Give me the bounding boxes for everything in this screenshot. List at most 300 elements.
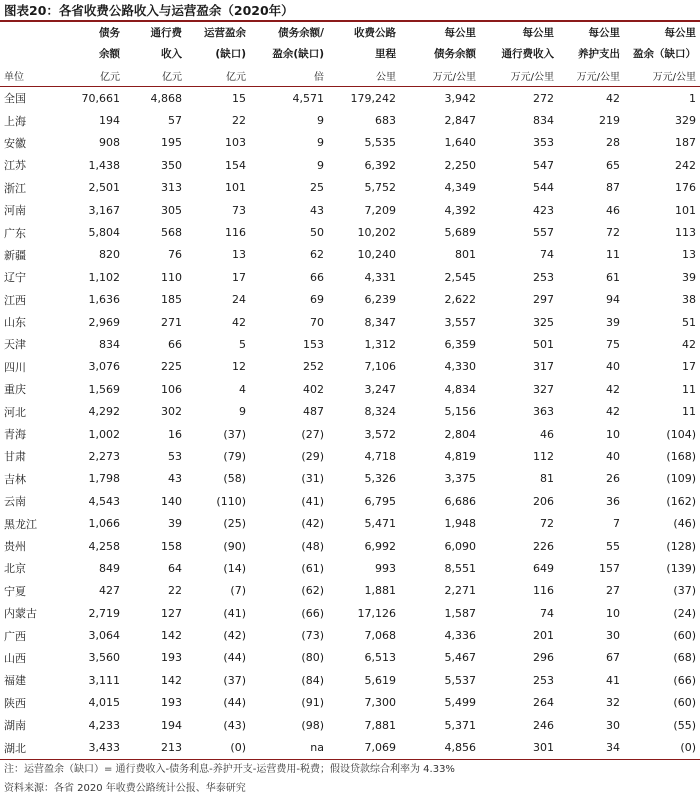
unit-cell: 单位	[0, 64, 58, 87]
header-cell	[0, 43, 58, 64]
value-cell: (104)	[666, 427, 696, 441]
value-cell: 3,167	[88, 203, 120, 217]
province-cell: 广西	[4, 629, 26, 643]
value-cell: 43	[310, 203, 324, 217]
value-cell: 10	[606, 606, 620, 620]
table-row	[0, 647, 700, 669]
value-cell: 2,501	[88, 181, 120, 195]
value-cell: 55	[606, 539, 620, 553]
value-cell: (162)	[666, 494, 696, 508]
province-cell: 吉林	[4, 472, 26, 486]
value-cell: 13	[232, 248, 246, 262]
value-cell: 649	[533, 561, 554, 575]
value-cell: 834	[99, 337, 120, 351]
value-cell: 11	[682, 405, 696, 419]
value-cell: 1,002	[88, 427, 120, 441]
value-cell: 5,326	[364, 472, 396, 486]
value-cell: 39	[168, 517, 182, 531]
value-cell: 17	[232, 270, 246, 284]
value-cell: (37)	[223, 427, 246, 441]
value-cell: 87	[606, 181, 620, 195]
value-cell: 325	[533, 315, 554, 329]
value-cell: 116	[533, 584, 554, 598]
value-cell: 4,571	[292, 91, 324, 105]
value-cell: 226	[533, 539, 554, 553]
province-cell: 北京	[4, 562, 26, 576]
table-row	[0, 423, 700, 445]
value-cell: 272	[533, 91, 554, 105]
province-cell: 河南	[4, 204, 26, 218]
value-cell: 153	[303, 337, 324, 351]
value-cell: 5,467	[444, 651, 476, 665]
value-cell: 427	[99, 584, 120, 598]
value-cell: 3,064	[88, 629, 120, 643]
table-row	[0, 289, 700, 311]
value-cell: 7,106	[364, 360, 396, 374]
province-cell: 四川	[4, 360, 26, 374]
value-cell: 7,300	[364, 696, 396, 710]
value-cell: 179,242	[350, 91, 396, 105]
value-cell: 213	[124, 736, 186, 759]
value-cell: 51	[682, 315, 696, 329]
value-cell: (79)	[223, 449, 246, 463]
value-cell: (68)	[673, 651, 696, 665]
value-cell: 5,804	[88, 226, 120, 240]
value-cell: 568	[161, 226, 182, 240]
province-cell: 重庆	[4, 383, 26, 397]
value-cell: 7	[613, 517, 620, 531]
value-cell: 57	[168, 114, 182, 128]
value-cell: 66	[310, 270, 324, 284]
value-cell: 219	[599, 114, 620, 128]
value-cell: (98)	[301, 718, 324, 732]
value-cell: 423	[533, 203, 554, 217]
header-cell: 里程	[375, 48, 396, 60]
value-cell: 2,847	[444, 114, 476, 128]
value-cell: (80)	[301, 651, 324, 665]
value-cell: (73)	[301, 629, 324, 643]
province-cell: 青海	[4, 428, 26, 442]
table-row	[0, 87, 700, 110]
value-cell: (42)	[301, 517, 324, 531]
value-cell: 8,324	[364, 405, 396, 419]
value-cell: 32	[606, 696, 620, 710]
value-cell: 4,336	[444, 629, 476, 643]
value-cell: 193	[161, 651, 182, 665]
value-cell: 4,331	[364, 270, 396, 284]
table-row	[0, 132, 700, 154]
value-cell: 4,015	[88, 696, 120, 710]
value-cell: 154	[225, 158, 246, 172]
value-cell: 74	[540, 248, 554, 262]
toll-road-table	[0, 22, 700, 760]
value-cell: 61	[606, 270, 620, 284]
value-cell: 1,636	[88, 293, 120, 307]
value-cell: 5	[239, 337, 246, 351]
table-row	[0, 177, 700, 199]
value-cell: (60)	[673, 629, 696, 643]
header-cell: 收入	[161, 48, 182, 60]
value-cell: 5,499	[444, 696, 476, 710]
unit-cell: 万元/公里	[558, 64, 624, 87]
value-cell: 42	[682, 337, 696, 351]
value-cell: 3,111	[88, 673, 120, 687]
value-cell: 9	[317, 114, 324, 128]
province-cell: 福建	[4, 674, 26, 688]
value-cell: 4,834	[444, 382, 476, 396]
province-cell: 宁夏	[4, 584, 26, 598]
value-cell: 4,819	[444, 449, 476, 463]
province-cell: 云南	[4, 495, 26, 509]
value-cell: (43)	[223, 718, 246, 732]
table-row	[0, 378, 700, 400]
value-cell: 2,545	[444, 270, 476, 284]
value-cell: 206	[533, 494, 554, 508]
unit-cell: 亿元	[58, 64, 124, 87]
value-cell: (41)	[301, 494, 324, 508]
value-cell: 158	[161, 539, 182, 553]
value-cell: 106	[161, 382, 182, 396]
province-cell: 湖南	[4, 719, 26, 733]
value-cell: 81	[540, 472, 554, 486]
value-cell: 42	[606, 382, 620, 396]
value-cell: (14)	[223, 561, 246, 575]
value-cell: 1,066	[88, 517, 120, 531]
header-cell: 每公里	[588, 27, 620, 39]
table-row	[0, 468, 700, 490]
table-row	[0, 199, 700, 221]
value-cell: 142	[161, 629, 182, 643]
value-cell: 26	[606, 472, 620, 486]
value-cell: (41)	[223, 606, 246, 620]
value-cell: 7,209	[364, 203, 396, 217]
unit-cell: 万元/公里	[624, 64, 700, 87]
table-row	[0, 692, 700, 714]
unit-cell: 万元/公里	[480, 64, 558, 87]
value-cell: 76	[168, 248, 182, 262]
header-cell	[0, 22, 58, 43]
value-cell: 39	[606, 315, 620, 329]
value-cell: 302	[161, 405, 182, 419]
value-cell: (0)	[624, 736, 700, 759]
value-cell: 70	[310, 315, 324, 329]
header-cell: 每公里	[444, 27, 476, 39]
value-cell: 67	[606, 651, 620, 665]
value-cell: 5,535	[364, 136, 396, 150]
value-cell: 305	[161, 203, 182, 217]
value-cell: 1,312	[364, 337, 396, 351]
value-cell: 17	[682, 360, 696, 374]
value-cell: 3,076	[88, 360, 120, 374]
value-cell: 7,069	[328, 736, 400, 759]
value-cell: 908	[99, 136, 120, 150]
value-cell: 3,375	[444, 472, 476, 486]
value-cell: 4,392	[444, 203, 476, 217]
value-cell: 73	[232, 203, 246, 217]
header-cell: 盈余(缺口)	[272, 48, 324, 60]
value-cell: 1	[689, 91, 696, 105]
value-cell: 4	[239, 382, 246, 396]
value-cell: 127	[161, 606, 182, 620]
unit-cell: 倍	[250, 64, 328, 87]
table-title: 图表20：各省收费公路收入与运营盈余（2020年）	[0, 0, 700, 22]
value-cell: 6,686	[444, 494, 476, 508]
value-cell: 547	[533, 158, 554, 172]
value-cell: 142	[161, 673, 182, 687]
unit-cell: 万元/公里	[400, 64, 480, 87]
value-cell: 4,330	[444, 360, 476, 374]
value-cell: (24)	[673, 606, 696, 620]
province-cell: 安徽	[4, 136, 26, 150]
unit-cell: 亿元	[124, 64, 186, 87]
value-cell: 187	[675, 136, 696, 150]
province-cell: 甘肃	[4, 450, 26, 464]
value-cell: 4,258	[88, 539, 120, 553]
value-cell: 201	[533, 629, 554, 643]
value-cell: 24	[232, 293, 246, 307]
table-row	[0, 490, 700, 512]
header-cell: (缺口)	[215, 48, 246, 60]
value-cell: 6,795	[364, 494, 396, 508]
value-cell: 4,718	[364, 449, 396, 463]
value-cell: 225	[161, 360, 182, 374]
header-row	[0, 64, 700, 87]
value-cell: 5,752	[364, 181, 396, 195]
header-cell: 运营盈余	[204, 27, 246, 39]
value-cell: 2,969	[88, 315, 120, 329]
table-header	[0, 22, 700, 87]
province-cell: 黑龙江	[4, 517, 37, 531]
value-cell: 2,250	[444, 158, 476, 172]
table-row	[0, 736, 700, 759]
header-cell: 每公里	[522, 27, 554, 39]
value-cell: 4,292	[88, 405, 120, 419]
header-cell: 余额	[99, 48, 120, 60]
value-cell: 66	[168, 337, 182, 351]
value-cell: (61)	[301, 561, 324, 575]
value-cell: 1,798	[88, 472, 120, 486]
value-cell: 69	[310, 293, 324, 307]
province-cell: 浙江	[4, 181, 26, 195]
value-cell: 38	[682, 293, 696, 307]
value-cell: 9	[317, 136, 324, 150]
table-row	[0, 154, 700, 176]
value-cell: 12	[232, 360, 246, 374]
value-cell: 1,569	[88, 382, 120, 396]
province-cell: 天津	[4, 338, 26, 352]
province-cell: 河北	[4, 405, 26, 419]
value-cell: 5,537	[444, 673, 476, 687]
value-cell: (62)	[301, 584, 324, 598]
table-row	[0, 356, 700, 378]
value-cell: (31)	[301, 472, 324, 486]
value-cell: 65	[606, 158, 620, 172]
value-cell: 7,881	[364, 718, 396, 732]
value-cell: 7,068	[364, 629, 396, 643]
value-cell: 6,090	[444, 539, 476, 553]
value-cell: 94	[606, 293, 620, 307]
value-cell: 6,359	[444, 337, 476, 351]
value-cell: 5,156	[444, 405, 476, 419]
table-body	[0, 87, 700, 760]
value-cell: 40	[606, 449, 620, 463]
value-cell: 11	[682, 382, 696, 396]
table-row	[0, 221, 700, 243]
value-cell: 101	[225, 181, 246, 195]
value-cell: 296	[533, 651, 554, 665]
value-cell: 75	[606, 337, 620, 351]
value-cell: 1,881	[364, 584, 396, 598]
value-cell: 2,271	[444, 584, 476, 598]
value-cell: 3,560	[88, 651, 120, 665]
value-cell: 327	[533, 382, 554, 396]
value-cell: 6,392	[364, 158, 396, 172]
value-cell: (66)	[301, 606, 324, 620]
province-cell: 内蒙古	[4, 607, 37, 621]
header-cell: 每公里	[664, 27, 696, 39]
value-cell: 5,619	[364, 673, 396, 687]
value-cell: 557	[533, 226, 554, 240]
province-cell: 上海	[4, 114, 26, 128]
value-cell: 72	[606, 226, 620, 240]
value-cell: (66)	[673, 673, 696, 687]
value-cell: (37)	[673, 584, 696, 598]
value-cell: na	[250, 736, 328, 759]
value-cell: 53	[168, 449, 182, 463]
table-row	[0, 557, 700, 579]
province-cell: 广东	[4, 226, 26, 240]
header-cell: 通行费收入	[501, 48, 554, 60]
value-cell: 116	[225, 226, 246, 240]
value-cell: 11	[606, 248, 620, 262]
value-cell: 297	[533, 293, 554, 307]
table-row	[0, 669, 700, 691]
table-row	[0, 400, 700, 422]
value-cell: 193	[161, 696, 182, 710]
value-cell: 10,240	[357, 248, 396, 262]
value-cell: 9	[317, 158, 324, 172]
value-cell: 9	[239, 405, 246, 419]
value-cell: 501	[533, 337, 554, 351]
value-cell: 27	[606, 584, 620, 598]
value-cell: 10,202	[357, 226, 396, 240]
value-cell: 34	[558, 736, 624, 759]
value-cell: 849	[99, 561, 120, 575]
value-cell: (7)	[230, 584, 246, 598]
value-cell: 4,543	[88, 494, 120, 508]
value-cell: 820	[99, 248, 120, 262]
province-cell: 陕西	[4, 696, 26, 710]
value-cell: (168)	[666, 449, 696, 463]
value-cell: 4,868	[150, 91, 182, 105]
value-cell: 40	[606, 360, 620, 374]
value-cell: (44)	[223, 696, 246, 710]
value-cell: 4,349	[444, 181, 476, 195]
table-row	[0, 714, 700, 736]
value-cell: 253	[533, 270, 554, 284]
value-cell: 544	[533, 181, 554, 195]
header-cell: 债务余额/	[278, 27, 324, 39]
value-cell: (110)	[216, 494, 246, 508]
value-cell: 2,804	[444, 427, 476, 441]
value-cell: 15	[232, 91, 246, 105]
value-cell: 46	[540, 427, 554, 441]
province-cell: 贵州	[4, 540, 26, 553]
value-cell: 271	[161, 315, 182, 329]
province-cell: 全国	[4, 92, 26, 106]
value-cell: 683	[375, 114, 396, 128]
value-cell: 363	[533, 405, 554, 419]
value-cell: 2,622	[444, 293, 476, 307]
value-cell: 1,102	[88, 270, 120, 284]
table-row	[0, 580, 700, 602]
value-cell: 4,233	[88, 718, 120, 732]
value-cell: 350	[161, 158, 182, 172]
value-cell: (90)	[223, 539, 246, 553]
value-cell: 1,438	[88, 158, 120, 172]
province-cell: 江西	[4, 293, 26, 307]
value-cell: (58)	[223, 472, 246, 486]
table-row	[0, 624, 700, 646]
value-cell: 50	[310, 226, 324, 240]
value-cell: 5,689	[444, 226, 476, 240]
value-cell: 42	[606, 91, 620, 105]
header-row	[0, 43, 700, 64]
value-cell: 353	[533, 136, 554, 150]
header-cell: 养护支出	[578, 48, 620, 60]
value-cell: 17,126	[357, 606, 396, 620]
value-cell: (91)	[301, 696, 324, 710]
value-cell: 74	[540, 606, 554, 620]
value-cell: 834	[533, 114, 554, 128]
value-cell: 402	[303, 382, 324, 396]
value-cell: 62	[310, 248, 324, 262]
value-cell: 6,239	[364, 293, 396, 307]
value-cell: 70,661	[81, 91, 120, 105]
table-row	[0, 535, 700, 557]
header-cell: 收费公路	[354, 27, 396, 39]
value-cell: 103	[225, 136, 246, 150]
value-cell: 3,247	[364, 382, 396, 396]
province-cell: 新疆	[4, 248, 26, 262]
header-cell: 债务	[99, 27, 120, 39]
value-cell: 176	[675, 181, 696, 195]
value-cell: (139)	[666, 561, 696, 575]
value-cell: 30	[606, 629, 620, 643]
header-row	[0, 22, 700, 43]
value-cell: 41	[606, 673, 620, 687]
value-cell: (37)	[223, 673, 246, 687]
value-cell: 1,948	[444, 517, 476, 531]
table-note: 注：运营盈余（缺口）= 通行费收入-债务利息-养护开支-运营费用-税费；假设贷款综合利率为 4.33%	[4, 763, 455, 775]
value-cell: 185	[161, 293, 182, 307]
value-cell: (60)	[673, 696, 696, 710]
province-cell: 辽宁	[4, 271, 26, 285]
value-cell: 72	[540, 517, 554, 531]
value-cell: 252	[303, 360, 324, 374]
value-cell: (55)	[673, 718, 696, 732]
value-cell: 39	[682, 270, 696, 284]
value-cell: (128)	[666, 539, 696, 553]
value-cell: 487	[303, 405, 324, 419]
province-cell: 山东	[4, 316, 26, 330]
value-cell: 3,572	[364, 427, 396, 441]
value-cell: 28	[606, 136, 620, 150]
unit-cell: 亿元	[186, 64, 250, 87]
header-cell: 通行费	[150, 27, 182, 39]
value-cell: 157	[599, 561, 620, 575]
value-cell: 264	[533, 696, 554, 710]
